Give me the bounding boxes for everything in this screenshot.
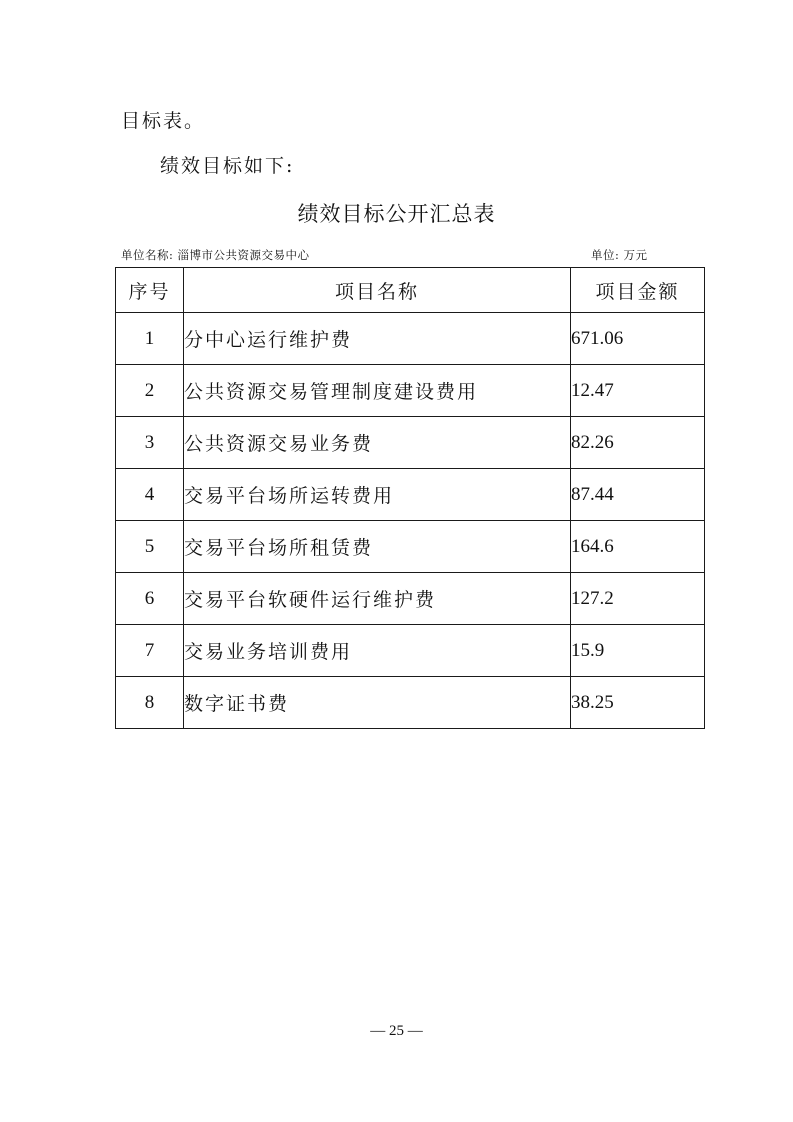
table-row [116,573,705,625]
row-no: 5 [116,521,184,573]
row-amount: 82.26 [571,417,705,469]
unit-name: 单位名称: 淄博市公共资源交易中心 [121,248,310,262]
row-amount: 127.2 [571,573,705,625]
table-header-row [116,268,705,313]
row-name: 交易平台软硬件运行维护费 [184,573,571,625]
table-row [116,313,705,365]
header-name: 项目名称 [184,268,571,313]
row-no: 8 [116,677,184,729]
row-name: 数字证书费 [184,677,571,729]
row-name: 交易平台场所运转费用 [184,469,571,521]
row-no: 7 [116,625,184,677]
header-no: 序号 [116,268,184,313]
row-amount: 15.9 [571,625,705,677]
row-amount: 38.25 [571,677,705,729]
row-no: 2 [116,365,184,417]
table-row [116,521,705,573]
row-name: 交易业务培训费用 [184,625,571,677]
row-amount: 164.6 [571,521,705,573]
paragraph-intro: 绩效目标如下: [160,155,295,177]
row-name: 交易平台场所租赁费 [184,521,571,573]
row-name: 公共资源交易管理制度建设费用 [184,365,571,417]
row-no: 3 [116,417,184,469]
page-number: — 25 — [370,1023,423,1039]
row-name: 公共资源交易业务费 [184,417,571,469]
row-amount: 671.06 [571,313,705,365]
row-amount: 87.44 [571,469,705,521]
unit-measure: 单位: 万元 [591,248,648,262]
row-no: 1 [116,313,184,365]
table-row [116,365,705,417]
table-row [116,469,705,521]
table-title: 绩效目标公开汇总表 [297,202,496,226]
header-amount: 项目金额 [571,268,705,313]
row-name: 分中心运行维护费 [184,313,571,365]
table-row [116,625,705,677]
row-amount: 12.47 [571,365,705,417]
row-no: 6 [116,573,184,625]
row-no: 4 [116,469,184,521]
performance-target-table [115,267,705,729]
paragraph-line: 目标表。 [121,110,206,132]
table-row [116,677,705,729]
table-row [116,417,705,469]
